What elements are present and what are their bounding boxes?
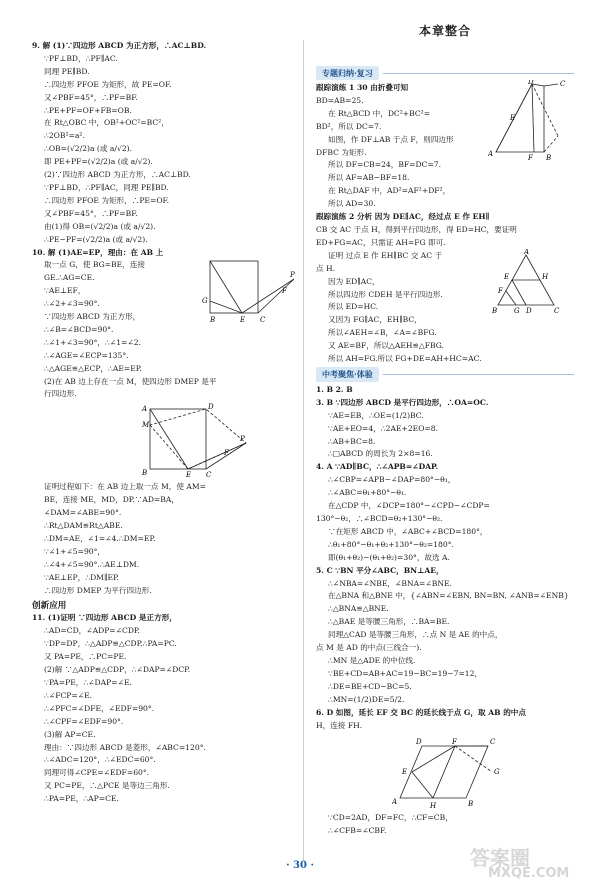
svg-text:A: A <box>524 249 530 257</box>
exam-line: 130°−θ₂，∴∠BCD=θ₂+130°−θ₂. <box>316 514 443 523</box>
p10-line: ∠DAM=∠ABE=90°. <box>44 508 122 518</box>
p9-line: ∵PF⊥BD，∴PF∥AC. <box>44 53 118 63</box>
exam-section-band <box>316 369 574 381</box>
track1-line: BD²，所以 DC=7. <box>316 121 382 131</box>
svg-text:F: F <box>224 449 229 458</box>
exam-line: 5. C ∵BN 平分∠ABC，BN⊥AE， <box>316 565 444 575</box>
p10-line: 证明过程如下：在 AB 边上取一点 M，使 AM= <box>44 482 207 492</box>
section-rule <box>383 374 574 375</box>
track1-line: 在 Rt△DAF 中，AD²=AF²+DF²， <box>328 186 451 196</box>
p9-line: ∴OB=(√2/2)a (或 a/√2). <box>44 144 133 154</box>
svg-text:B: B <box>546 154 552 162</box>
p11-line: ∴∠CPF=∠EDF=90°. <box>44 716 124 726</box>
p10-line: ∴∠1+∠3=90°，∴∠1=∠2. <box>44 337 141 347</box>
track1-line: 所以 DF=CB=24，BF=DC=7. <box>328 160 442 170</box>
p10-line: ∵∠1+∠5=90°， <box>44 546 105 556</box>
p10-line: ∴DM=AE，∠1=∠4.∴DM=EP. <box>44 534 156 543</box>
p9-line: 又∠PBF=45°，∴PF=BF. <box>44 208 138 218</box>
p11-line: ∴∠FCP=∠E. <box>44 690 93 700</box>
p11-line: ∴∠ADC=120°，∴∠EDC=60°. <box>44 755 156 765</box>
svg-text:F: F <box>282 286 287 295</box>
svg-text:C: C <box>490 738 496 747</box>
svg-text:C: C <box>554 307 560 316</box>
svg-text:M: M <box>142 421 150 430</box>
svg-text:D: D <box>528 80 534 86</box>
p10-line: ∴△AGE≌△ECP，∴AE=EP. <box>44 363 142 373</box>
svg-text:G: G <box>494 768 500 777</box>
svg-text:E: E <box>504 273 510 282</box>
p11-line: 同理可得∠CPE=∠EDF=60°. <box>44 768 150 778</box>
exam-line: 即(θ₁+θ₂)−(θ₁+θ₂)=30°，故选 A. <box>328 552 450 562</box>
exam-line: ∵BE+CD=AB+AC=19−BC=19−7=12， <box>328 668 483 678</box>
exam-line: ∴MN=(1/2)DE=5/2. <box>328 694 405 704</box>
p11-line: 理由：∵四边形 ABCD 是菱形，∠ABC=120°. <box>44 742 206 752</box>
svg-text:A: A <box>392 798 398 807</box>
p11-line: 又 PA=PE，∴PC=PE. <box>44 652 127 662</box>
p10-line: ∵四边形 ABCD 为正方形， <box>44 312 141 322</box>
p10-line: 10. 解 (1)AE=EP，理由：在 AB 上 <box>32 247 164 257</box>
review-section-band <box>316 67 574 79</box>
p10-line: ∴Rt△DAM≌Rt△ABE. <box>44 521 123 531</box>
exam-line: ∴MN 是△ADE 的中位线. <box>328 655 416 665</box>
exam-line: 在△CDP 中，∠DCP=180°−∠CPD−∠CDP= <box>328 501 490 511</box>
svg-text:D: D <box>208 403 214 412</box>
p10-line: ∵AE⊥EF， <box>44 286 86 296</box>
p9-line: ∴2OB²=a². <box>44 131 85 141</box>
track1-line: 跟踪演练 1 30 由折叠可知 <box>316 83 409 92</box>
exam-line: ∴∠NBA=∠NBE，∠BNA=∠BNE. <box>328 578 452 588</box>
parallelogram-figure <box>392 736 502 810</box>
svg-text:C: C <box>206 471 212 480</box>
svg-text:D: D <box>526 307 532 316</box>
p10-line: ∴∠AGE=∠ECP=135°. <box>44 350 129 360</box>
review-section-tag: 专题归纳·复习 <box>316 66 379 81</box>
svg-text:E: E <box>240 315 246 324</box>
svg-text:A: A <box>488 150 494 158</box>
p10-line: ∴∠4+∠5=90°.∴AE⊥DM. <box>44 559 140 569</box>
track2-line: 证明 过点 E 作 EH∥BC 交 AC 于 <box>328 250 443 260</box>
p11-line: (3)解 AP=CE. <box>44 729 96 739</box>
svg-text:G: G <box>202 296 208 305</box>
p11-line: ∵PA=PE，∴∠DAP=∠E. <box>44 677 132 687</box>
exam-line: 3. B ∵四边形 ABCD 是平行四边形，∴OA=OC. <box>316 397 489 407</box>
track2-line: 因为 ED∥AC， <box>328 276 380 286</box>
svg-text:F: F <box>498 287 503 296</box>
p11-line: ∴∠PFC=∠DFE，∠EDF=90°. <box>44 703 155 713</box>
p11-line: 又 PC=PE，∴△PCE 是等边三角形. <box>44 781 170 791</box>
p10-line: ∴∠2+∠3=90°. <box>44 299 100 309</box>
page-number: · 30 · <box>286 860 314 871</box>
track2-line: 跟踪演练 2 分析 因为 DE∥AC，经过点 E 作 EH∥ <box>316 212 490 222</box>
svg-text:B: B <box>492 307 498 316</box>
svg-text:E: E <box>186 471 192 480</box>
exam-line: ∴∠ABC=θ₁+80°−θ₁. <box>328 488 407 498</box>
svg-text:F: F <box>452 738 457 747</box>
svg-text:A: A <box>142 405 148 414</box>
svg-text:P: P <box>290 270 295 279</box>
right-column <box>316 64 574 838</box>
exam-section-tag: 中考聚焦·体验 <box>316 367 379 382</box>
track2-line: 所以 ED=HC. <box>328 302 379 312</box>
p10-line: 取一点 G，使 BG=BE，连接 <box>44 260 145 270</box>
p10-line: ∴∠B=∠BCD=90°. <box>44 324 114 334</box>
p9-line: 即 PE+PF=(√2/2)a (或 a/√2). <box>44 157 153 167</box>
track2-line: 又因为 FG∥AC，EH∥BC， <box>328 315 422 325</box>
svg-text:C: C <box>260 315 266 324</box>
p9-line: (2)∵四边形 ABCD 为正方形，∴AC⊥BD. <box>44 170 191 180</box>
exam-line: ∴∠CFB=∠CBF. <box>328 826 387 836</box>
column-divider <box>303 40 304 860</box>
p9-line: 由(1)得 OB=(√2/2)a (或 a/√2). <box>44 221 156 231</box>
watermark-logo: 答案圈 <box>470 846 530 870</box>
svg-text:C: C <box>560 80 566 88</box>
exam-line: 4. A ∵AD∥BC，∴∠APB=∠DAP. <box>316 462 439 472</box>
track2-line: CB 交 AC 于点 H，得到平行四边形，得 ED=HC，要证明 <box>316 224 517 234</box>
exam-line: ∴∠CBP=∠APB−∠DAP=80°−θ₁， <box>328 475 456 485</box>
track1-line: DFBC 为矩形. <box>316 147 367 157</box>
p9-line: 9. 解 (1)∵四边形 ABCD 为正方形，∴AC⊥BD. <box>32 41 207 50</box>
p11-line: (2)解 ∵△ADP≌△CDP，∴∠DAP=∠DCP. <box>44 665 191 675</box>
exam-line: H，连接 FH. <box>316 720 363 730</box>
svg-text:B: B <box>210 315 216 324</box>
p10-line: (2)在 AB 边上存在一点 M，使四边形 DMEP 是平 <box>44 376 217 386</box>
p10-line: GE.∴AG=CE. <box>44 273 95 283</box>
track2-line: ED+FG=AC，只需证 AH=FG 即可. <box>316 237 446 247</box>
svg-text:P: P <box>240 435 245 444</box>
exam-line: 同理△CAD 是等腰三角形，∴点 N 是 AE 的中点， <box>328 630 503 640</box>
p11-line: ∴PA=PE，∴AP=CE. <box>44 794 119 804</box>
p9-line: ∴四边形 PFOE 为矩形，故 PE=OF. <box>44 79 172 89</box>
exam-line: ∴AB+BC=8. <box>328 436 376 446</box>
folding-figure <box>488 80 574 162</box>
exam-line: ∴θ₁+80°−θ₁+θ₂+130°−θ₂=180°. <box>328 539 454 549</box>
track2-line: 所以四边形 CDEH 是平行四边形. <box>328 289 443 299</box>
left-column <box>32 40 294 806</box>
exam-line: ∵在矩形 ABCD 中，∠ABC+∠BCD=180°， <box>328 526 488 536</box>
p9-line: 又∠PBF=45°，∴PF=BF. <box>44 92 138 102</box>
exam-line: 6. D 如图，延长 EF 交 BC 的延长线于点 G，取 AB 的中点 <box>316 707 526 717</box>
p9-line: 在 Rt△OBC 中，OB²+OC²=BC²， <box>44 118 169 128</box>
page-title: 本章整合 <box>418 24 471 38</box>
track1-line: BD=AB=25. <box>316 95 364 105</box>
p10-line: BE，连接 ME，MD，DP.∵AD=BA， <box>44 495 179 505</box>
svg-text:D: D <box>416 738 422 747</box>
exam-line: ∴DE=BE+CD−BC=5. <box>328 681 412 691</box>
track2-line: 所以 AH=FG.所以 FG+DE=AH+HC=AC. <box>328 354 482 364</box>
svg-text:G: G <box>514 307 520 316</box>
exam-line: 1. B 2. B <box>316 384 353 394</box>
p11-line: ∴AD=CD，∠ADP=∠CDP. <box>44 626 140 636</box>
exam-line: ∴△BAE 是等腰三角形，∴BA=BE. <box>328 617 450 627</box>
svg-text:H: H <box>542 273 549 282</box>
p9-line: ∴四边形 PFOE 为矩形，∴PE=OF. <box>44 195 170 205</box>
p10-line: 行四边形. <box>44 389 77 399</box>
track2-line: 又 AE=BF，所以△AEH≌△FBG. <box>328 341 444 351</box>
track1-line: 所以 AF=AB−BF=18. <box>328 173 410 183</box>
svg-text:B: B <box>142 469 148 478</box>
p10-line: ∵AE⊥EP，∴DM∥EP. <box>44 572 119 582</box>
p9-line: ∴PE−PF=(√2/2)a (或 a/√2). <box>44 234 148 244</box>
square-figure-1 <box>202 257 298 325</box>
svg-text:F: F <box>528 154 533 162</box>
svg-text:B: B <box>468 800 474 809</box>
p10-line: ∴四边形 DMEP 为平行四边形. <box>44 585 152 595</box>
exam-line: ∴□ABCD 的周长为 2×8=16. <box>328 449 433 459</box>
innovation-heading: 创新应用 <box>32 600 67 611</box>
watermark-url: MXQE.COM <box>488 866 570 881</box>
p9-line: 同理 PE∥BD. <box>44 66 90 76</box>
track2-line: 点 H. <box>316 263 336 273</box>
exam-line: ∵CD=2AD，DF=FC，∴CF=CB， <box>328 813 453 823</box>
exam-line: ∵AE=EB，∴OE=(1/2)BC. <box>328 410 424 420</box>
exam-line: ∵AE+EO=4，∴2AE+2EO=8. <box>328 423 439 433</box>
exam-line: 在△BNA 和△BNE 中，{∠ABN=∠EBN, BN=BN, ∠ANB=∠ENB} <box>328 591 569 601</box>
exam-line: ∴△BNA≌△BNE. <box>328 604 389 614</box>
svg-text:E: E <box>402 768 408 777</box>
track2-line: 所以∠AEH=∠B，∠A=∠BFG. <box>328 328 437 338</box>
triangle-figure <box>492 249 562 315</box>
p11-line: 11. (1)证明 ∵四边形 ABCD 是正方形， <box>32 613 177 623</box>
p11-line: ∵DP=DP，∴△ADP≌△CDP.∴PA=PC. <box>44 639 177 649</box>
svg-text:H: H <box>430 802 437 811</box>
exam-line: 点 M 是 AD 的中点(三线合一). <box>316 643 422 653</box>
track1-line: 如图，作 DF⊥AB 于点 F，则四边形 <box>328 134 454 144</box>
svg-text:E: E <box>510 114 516 122</box>
p9-line: ∴PE+PF=OF+FB=OB. <box>44 105 132 115</box>
track1-line: 在 Rt△BCD 中，DC²+BC²= <box>328 108 431 118</box>
p9-line: ∵PF⊥BD，∴PF∥AC，同理 PE∥BD. <box>44 182 169 192</box>
square-figure-2 <box>140 403 250 479</box>
track1-line: 所以 AD=30. <box>328 199 376 209</box>
section-rule <box>383 73 574 74</box>
